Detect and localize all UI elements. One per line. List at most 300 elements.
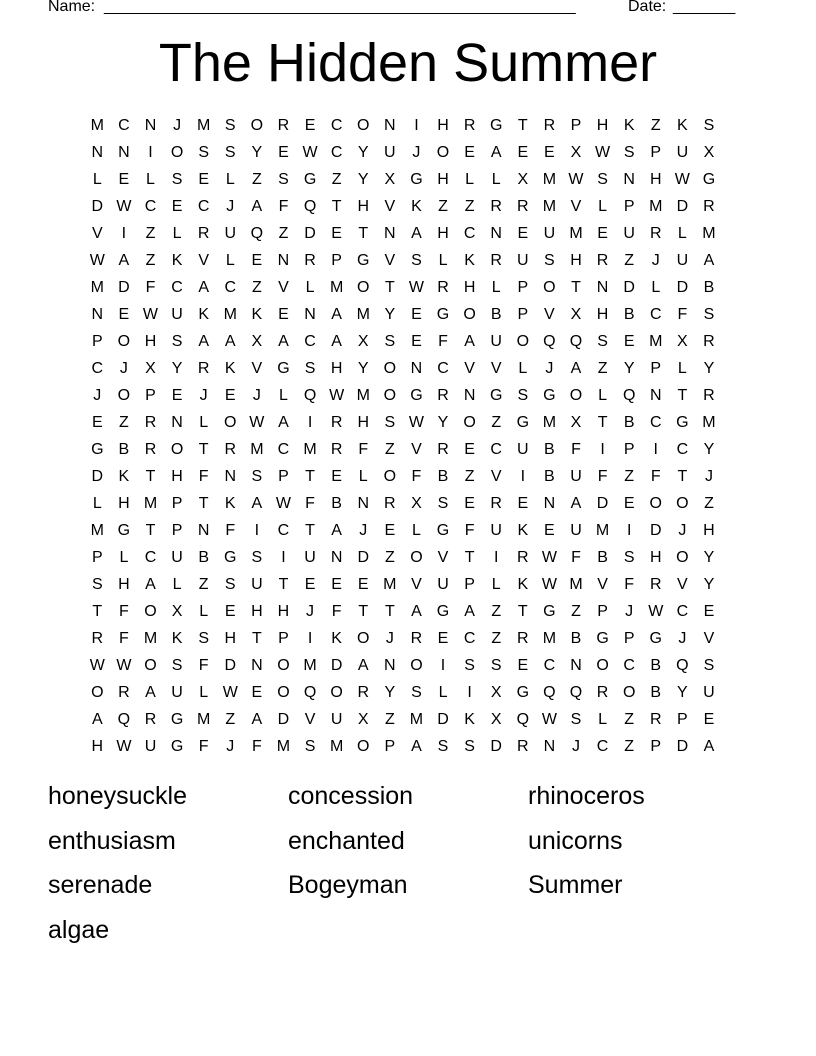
grid-letter[interactable]: E (703, 603, 715, 620)
grid-letter[interactable]: R (91, 630, 104, 647)
grid-letter[interactable]: R (490, 495, 502, 512)
grid-letter[interactable]: E (224, 603, 236, 620)
grid-letter[interactable]: P (570, 117, 582, 134)
grid-letter[interactable]: B (544, 441, 555, 458)
grid-letter[interactable]: M (143, 495, 158, 512)
grid-letter[interactable]: X (384, 171, 396, 188)
grid-letter[interactable]: U (570, 522, 582, 539)
grid-letter[interactable]: C (330, 144, 343, 161)
grid-letter[interactable]: O (410, 549, 423, 566)
grid-letter[interactable]: A (411, 225, 422, 242)
grid-letter[interactable]: R (703, 387, 715, 404)
grid-letter[interactable]: N (384, 657, 396, 674)
grid-letter[interactable]: L (225, 171, 235, 188)
grid-letter[interactable]: O (622, 684, 636, 701)
grid-letter[interactable]: O (357, 117, 370, 134)
grid-letter[interactable]: B (490, 306, 502, 323)
grid-letter[interactable]: M (595, 522, 610, 539)
grid-letter[interactable]: I (653, 441, 658, 458)
grid-letter[interactable]: L (199, 684, 209, 701)
grid-letter[interactable]: Z (198, 576, 209, 593)
grid-letter[interactable]: B (650, 684, 662, 701)
grid-letter[interactable]: K (464, 252, 475, 269)
grid-letter[interactable]: N (649, 387, 662, 404)
grid-letter[interactable]: G (436, 603, 450, 620)
grid-letter[interactable]: H (357, 198, 370, 215)
grid-letter[interactable]: G (410, 171, 423, 188)
grid-letter[interactable]: K (171, 630, 183, 647)
grid-letter[interactable]: E (91, 414, 103, 431)
grid-letter[interactable]: M (383, 576, 397, 593)
grid-letter[interactable]: N (543, 738, 556, 755)
grid-letter[interactable]: E (278, 144, 289, 161)
grid-letter[interactable]: E (304, 117, 316, 134)
grid-letter[interactable]: C (676, 441, 689, 458)
grid-letter[interactable]: H (649, 549, 662, 566)
grid-letter[interactable]: L (358, 468, 368, 485)
grid-letter[interactable]: B (570, 630, 582, 647)
grid-letter[interactable]: I (148, 144, 153, 161)
grid-letter[interactable]: F (119, 603, 129, 620)
grid-letter[interactable]: S (171, 657, 183, 674)
grid-letter[interactable]: P (517, 279, 529, 296)
grid-letter[interactable]: D (676, 198, 689, 215)
grid-letter[interactable]: E (331, 468, 342, 485)
grid-letter[interactable]: R (384, 495, 396, 512)
grid-letter[interactable]: V (304, 711, 316, 728)
grid-letter[interactable]: S (623, 549, 635, 566)
grid-letter[interactable]: F (597, 468, 608, 485)
grid-letter[interactable]: E (517, 225, 529, 242)
grid-letter[interactable]: A (490, 144, 502, 161)
grid-letter[interactable]: S (437, 738, 449, 755)
grid-letter[interactable]: Q (569, 333, 583, 350)
grid-letter[interactable]: Z (491, 603, 502, 620)
grid-letter[interactable]: J (119, 360, 128, 377)
grid-letter[interactable]: O (144, 657, 157, 674)
grid-letter[interactable]: N (543, 495, 556, 512)
grid-letter[interactable]: U (676, 144, 689, 161)
grid-letter[interactable]: A (331, 333, 342, 350)
grid-letter[interactable]: O (383, 468, 397, 485)
grid-letter[interactable]: T (384, 603, 395, 620)
grid-letter[interactable]: A (331, 306, 342, 323)
grid-letter[interactable]: R (649, 576, 662, 593)
grid-letter[interactable]: R (357, 684, 370, 701)
grid-letter[interactable]: L (465, 171, 475, 188)
grid-letter[interactable]: V (544, 306, 555, 323)
grid-letter[interactable]: F (198, 657, 209, 674)
grid-letter[interactable]: E (411, 333, 422, 350)
grid-letter[interactable]: O (383, 360, 397, 377)
grid-letter[interactable]: J (385, 630, 394, 647)
grid-letter[interactable]: Y (384, 306, 396, 323)
grid-letter[interactable]: W (116, 198, 132, 215)
grid-letter[interactable]: C (224, 279, 237, 296)
grid-letter[interactable]: W (89, 252, 105, 269)
grid-letter[interactable]: R (197, 360, 210, 377)
grid-letter[interactable]: V (411, 441, 422, 458)
grid-letter[interactable]: U (676, 252, 689, 269)
grid-letter[interactable]: E (464, 495, 475, 512)
grid-letter[interactable]: V (703, 630, 715, 647)
grid-letter[interactable]: K (517, 576, 529, 593)
grid-letter[interactable]: R (517, 738, 529, 755)
grid-letter[interactable]: M (303, 657, 317, 674)
grid-letter[interactable]: Q (303, 684, 317, 701)
grid-letter[interactable]: S (198, 630, 209, 647)
grid-letter[interactable]: V (278, 279, 289, 296)
grid-letter[interactable]: L (92, 495, 102, 512)
grid-letter[interactable]: F (624, 576, 635, 593)
grid-letter[interactable]: I (281, 549, 286, 566)
grid-letter[interactable]: B (331, 495, 342, 512)
grid-letter[interactable]: L (677, 225, 687, 242)
grid-letter[interactable]: G (676, 414, 689, 431)
grid-letter[interactable]: A (464, 603, 475, 620)
grid-letter[interactable]: P (171, 495, 183, 512)
grid-letter[interactable]: I (600, 441, 605, 458)
grid-letter[interactable]: N (197, 522, 210, 539)
grid-letter[interactable]: O (569, 387, 583, 404)
grid-letter[interactable]: V (384, 198, 396, 215)
grid-letter[interactable]: T (358, 225, 369, 242)
grid-letter[interactable]: K (331, 630, 342, 647)
grid-letter[interactable]: S (304, 360, 316, 377)
grid-letter[interactable]: O (357, 279, 370, 296)
grid-letter[interactable]: S (251, 549, 263, 566)
grid-letter[interactable]: R (596, 252, 609, 269)
grid-letter[interactable]: R (596, 684, 609, 701)
grid-letter[interactable]: R (490, 198, 502, 215)
grid-letter[interactable]: T (384, 279, 395, 296)
grid-letter[interactable]: G (224, 549, 237, 566)
grid-letter[interactable]: A (411, 738, 422, 755)
grid-letter[interactable]: H (330, 360, 343, 377)
grid-letter[interactable]: H (357, 414, 370, 431)
grid-letter[interactable]: I (307, 414, 313, 431)
grid-letter[interactable]: J (226, 738, 235, 755)
grid-letter[interactable]: X (411, 495, 422, 512)
grid-letter[interactable]: R (118, 684, 130, 701)
grid-letter[interactable]: O (330, 684, 343, 701)
grid-letter[interactable]: X (517, 171, 529, 188)
grid-letter[interactable]: W (329, 387, 345, 404)
grid-letter[interactable]: R (703, 333, 715, 350)
grid-letter[interactable]: R (330, 441, 343, 458)
grid-letter[interactable]: D (676, 279, 689, 296)
grid-letter[interactable]: Y (171, 360, 183, 377)
grid-letter[interactable]: C (437, 360, 449, 377)
grid-letter[interactable]: B (198, 549, 209, 566)
grid-letter[interactable]: M (649, 198, 663, 215)
grid-letter[interactable]: J (545, 360, 554, 377)
grid-letter[interactable]: K (224, 495, 236, 512)
grid-letter[interactable]: T (278, 576, 289, 593)
grid-letter[interactable]: J (651, 252, 660, 269)
grid-letter[interactable]: K (623, 117, 635, 134)
grid-letter[interactable]: G (170, 711, 184, 728)
grid-letter[interactable]: F (464, 522, 475, 539)
grid-letter[interactable]: N (304, 306, 316, 323)
grid-letter[interactable]: B (703, 279, 715, 296)
grid-letter[interactable]: H (703, 522, 715, 539)
grid-letter[interactable]: N (171, 414, 183, 431)
grid-letter[interactable]: U (437, 576, 449, 593)
grid-letter[interactable]: H (224, 630, 237, 647)
grid-letter[interactable]: S (411, 252, 422, 269)
grid-letter[interactable]: N (330, 549, 343, 566)
name-blank-line[interactable]: _____________________________________________________ (104, 0, 576, 15)
grid-letter[interactable]: M (197, 711, 211, 728)
grid-letter[interactable]: E (171, 198, 183, 215)
grid-letter[interactable]: E (623, 333, 635, 350)
grid-letter[interactable]: G (543, 387, 556, 404)
grid-letter[interactable]: A (570, 495, 582, 512)
grid-letter[interactable]: P (650, 738, 662, 755)
grid-letter[interactable]: E (224, 387, 236, 404)
grid-letter[interactable]: B (597, 549, 608, 566)
grid-letter[interactable]: P (597, 603, 608, 620)
grid-letter[interactable]: D (91, 468, 104, 485)
grid-letter[interactable]: Z (464, 468, 475, 485)
grid-letter[interactable]: Z (278, 225, 289, 242)
grid-letter[interactable]: P (650, 360, 662, 377)
grid-letter[interactable]: Y (251, 144, 263, 161)
grid-letter[interactable]: L (92, 171, 102, 188)
grid-letter[interactable]: P (623, 630, 635, 647)
grid-letter[interactable]: Y (357, 171, 369, 188)
grid-letter[interactable]: Z (624, 468, 635, 485)
grid-letter[interactable]: Z (624, 711, 635, 728)
grid-letter[interactable]: B (437, 468, 449, 485)
grid-letter[interactable]: H (277, 603, 290, 620)
grid-letter[interactable]: O (250, 117, 264, 134)
grid-letter[interactable]: Z (145, 225, 156, 242)
grid-letter[interactable]: W (674, 171, 690, 188)
grid-letter[interactable]: O (357, 738, 370, 755)
grid-letter[interactable]: Z (624, 738, 635, 755)
grid-letter[interactable]: I (121, 225, 127, 242)
grid-letter[interactable]: F (119, 630, 129, 647)
grid-letter[interactable]: F (198, 738, 209, 755)
grid-letter[interactable]: E (171, 387, 183, 404)
grid-letter[interactable]: W (142, 306, 159, 323)
grid-letter[interactable]: E (118, 171, 130, 188)
grid-letter[interactable]: W (302, 144, 318, 161)
grid-letter[interactable]: Z (119, 414, 129, 431)
grid-letter[interactable]: S (384, 333, 396, 350)
grid-letter[interactable]: J (226, 198, 235, 215)
grid-letter[interactable]: C (91, 360, 104, 377)
grid-letter[interactable]: E (464, 144, 475, 161)
grid-letter[interactable]: G (436, 306, 450, 323)
grid-letter[interactable]: W (116, 738, 132, 755)
grid-letter[interactable]: W (116, 657, 132, 674)
grid-letter[interactable]: X (490, 711, 502, 728)
grid-letter[interactable]: I (520, 468, 526, 485)
grid-letter[interactable]: F (571, 549, 581, 566)
grid-letter[interactable]: N (410, 360, 423, 377)
grid-letter[interactable]: X (171, 603, 183, 620)
grid-letter[interactable]: P (278, 630, 289, 647)
grid-letter[interactable]: A (278, 333, 289, 350)
grid-letter[interactable]: B (623, 306, 635, 323)
grid-letter[interactable]: M (569, 576, 583, 593)
grid-letter[interactable]: L (279, 387, 288, 404)
grid-letter[interactable]: R (330, 414, 343, 431)
grid-letter[interactable]: N (91, 306, 104, 323)
grid-letter[interactable]: O (543, 279, 556, 296)
grid-letter[interactable]: Y (384, 684, 396, 701)
grid-letter[interactable]: G (117, 522, 131, 539)
grid-letter[interactable]: V (411, 576, 422, 593)
grid-letter[interactable]: H (144, 333, 157, 350)
grid-letter[interactable]: J (678, 522, 687, 539)
grid-letter[interactable]: W (222, 684, 238, 701)
grid-letter[interactable]: G (277, 360, 290, 377)
grid-letter[interactable]: I (493, 549, 499, 566)
grid-letter[interactable]: U (144, 738, 157, 755)
grid-letter[interactable]: Q (676, 657, 689, 674)
grid-letter[interactable]: E (118, 306, 130, 323)
grid-letter[interactable]: M (542, 630, 557, 647)
grid-letter[interactable]: C (463, 630, 476, 647)
grid-letter[interactable]: N (144, 117, 157, 134)
grid-letter[interactable]: Z (145, 252, 156, 269)
grid-letter[interactable]: I (307, 630, 313, 647)
grid-letter[interactable]: V (198, 252, 209, 269)
grid-letter[interactable]: S (437, 495, 449, 512)
grid-letter[interactable]: E (623, 495, 635, 512)
grid-letter[interactable]: O (117, 387, 131, 404)
grid-letter[interactable]: E (544, 144, 555, 161)
grid-letter[interactable]: N (277, 252, 290, 269)
grid-letter[interactable]: G (170, 738, 184, 755)
grid-letter[interactable]: O (224, 414, 237, 431)
grid-letter[interactable]: N (91, 144, 104, 161)
grid-letter[interactable]: M (649, 333, 663, 350)
grid-letter[interactable]: V (490, 360, 502, 377)
grid-letter[interactable]: P (677, 711, 688, 728)
grid-letter[interactable]: F (198, 468, 209, 485)
grid-letter[interactable]: T (145, 522, 156, 539)
grid-letter[interactable]: A (145, 684, 156, 701)
grid-letter[interactable]: Z (624, 252, 635, 269)
grid-letter[interactable]: U (543, 225, 556, 242)
grid-letter[interactable]: D (649, 522, 662, 539)
grid-letter[interactable]: A (331, 522, 342, 539)
grid-letter[interactable]: S (91, 576, 103, 593)
grid-letter[interactable]: S (224, 117, 236, 134)
grid-letter[interactable]: G (702, 171, 716, 188)
grid-letter[interactable]: T (571, 279, 581, 296)
grid-letter[interactable]: H (463, 279, 476, 296)
grid-letter[interactable]: U (490, 333, 502, 350)
grid-letter[interactable]: J (199, 387, 208, 404)
grid-letter[interactable]: O (383, 387, 397, 404)
grid-letter[interactable]: W (408, 279, 424, 296)
grid-letter[interactable]: B (623, 414, 635, 431)
grid-letter[interactable]: A (251, 711, 263, 728)
grid-letter[interactable]: S (703, 306, 715, 323)
grid-letter[interactable]: J (704, 468, 713, 485)
grid-letter[interactable]: X (145, 360, 156, 377)
grid-letter[interactable]: E (703, 711, 715, 728)
grid-letter[interactable]: H (596, 306, 609, 323)
grid-letter[interactable]: V (597, 576, 608, 593)
grid-letter[interactable]: Q (569, 684, 583, 701)
grid-letter[interactable]: F (411, 468, 422, 485)
grid-letter[interactable]: H (437, 117, 449, 134)
grid-letter[interactable]: E (597, 225, 608, 242)
grid-letter[interactable]: D (623, 279, 635, 296)
grid-letter[interactable]: X (357, 711, 369, 728)
grid-letter[interactable]: G (303, 171, 317, 188)
grid-letter[interactable]: A (251, 495, 263, 512)
grid-letter[interactable]: Q (543, 684, 556, 701)
grid-letter[interactable]: B (544, 468, 555, 485)
grid-letter[interactable]: P (278, 468, 289, 485)
grid-letter[interactable]: Q (303, 387, 317, 404)
grid-letter[interactable]: J (173, 117, 182, 134)
grid-letter[interactable]: E (544, 522, 555, 539)
grid-letter[interactable]: D (330, 657, 343, 674)
grid-letter[interactable]: L (598, 711, 608, 728)
grid-letter[interactable]: N (596, 279, 609, 296)
grid-letter[interactable]: G (543, 603, 556, 620)
grid-letter[interactable]: M (90, 279, 104, 296)
grid-letter[interactable]: A (198, 279, 209, 296)
grid-letter[interactable]: Y (357, 360, 369, 377)
grid-letter[interactable]: W (648, 603, 664, 620)
grid-letter[interactable]: W (408, 414, 424, 431)
grid-letter[interactable]: F (251, 738, 262, 755)
grid-letter[interactable]: D (676, 738, 689, 755)
grid-letter[interactable]: U (517, 441, 529, 458)
grid-letter[interactable]: Z (464, 198, 475, 215)
grid-letter[interactable]: S (198, 144, 209, 161)
grid-letter[interactable]: Q (303, 198, 317, 215)
grid-letter[interactable]: S (544, 252, 555, 269)
grid-letter[interactable]: T (305, 468, 315, 485)
grid-letter[interactable]: T (251, 630, 262, 647)
grid-letter[interactable]: V (251, 360, 263, 377)
grid-letter[interactable]: L (172, 225, 182, 242)
grid-letter[interactable]: Y (703, 549, 715, 566)
grid-letter[interactable]: T (305, 522, 315, 539)
grid-letter[interactable]: B (650, 657, 662, 674)
grid-letter[interactable]: E (517, 144, 529, 161)
grid-letter[interactable]: Q (250, 225, 264, 242)
grid-letter[interactable]: V (464, 360, 475, 377)
grid-letter[interactable]: S (490, 657, 502, 674)
grid-letter[interactable]: L (119, 549, 129, 566)
grid-letter[interactable]: M (542, 198, 557, 215)
grid-letter[interactable]: D (357, 549, 370, 566)
grid-letter[interactable]: T (92, 603, 103, 620)
grid-letter[interactable]: W (568, 171, 584, 188)
grid-letter[interactable]: D (224, 657, 237, 674)
grid-letter[interactable]: Y (357, 144, 369, 161)
grid-letter[interactable]: M (143, 630, 158, 647)
grid-letter[interactable]: Q (543, 333, 556, 350)
grid-letter[interactable]: T (198, 441, 209, 458)
grid-letter[interactable]: W (89, 657, 105, 674)
grid-letter[interactable]: A (703, 738, 715, 755)
grid-letter[interactable]: S (464, 738, 475, 755)
grid-letter[interactable]: O (277, 684, 290, 701)
